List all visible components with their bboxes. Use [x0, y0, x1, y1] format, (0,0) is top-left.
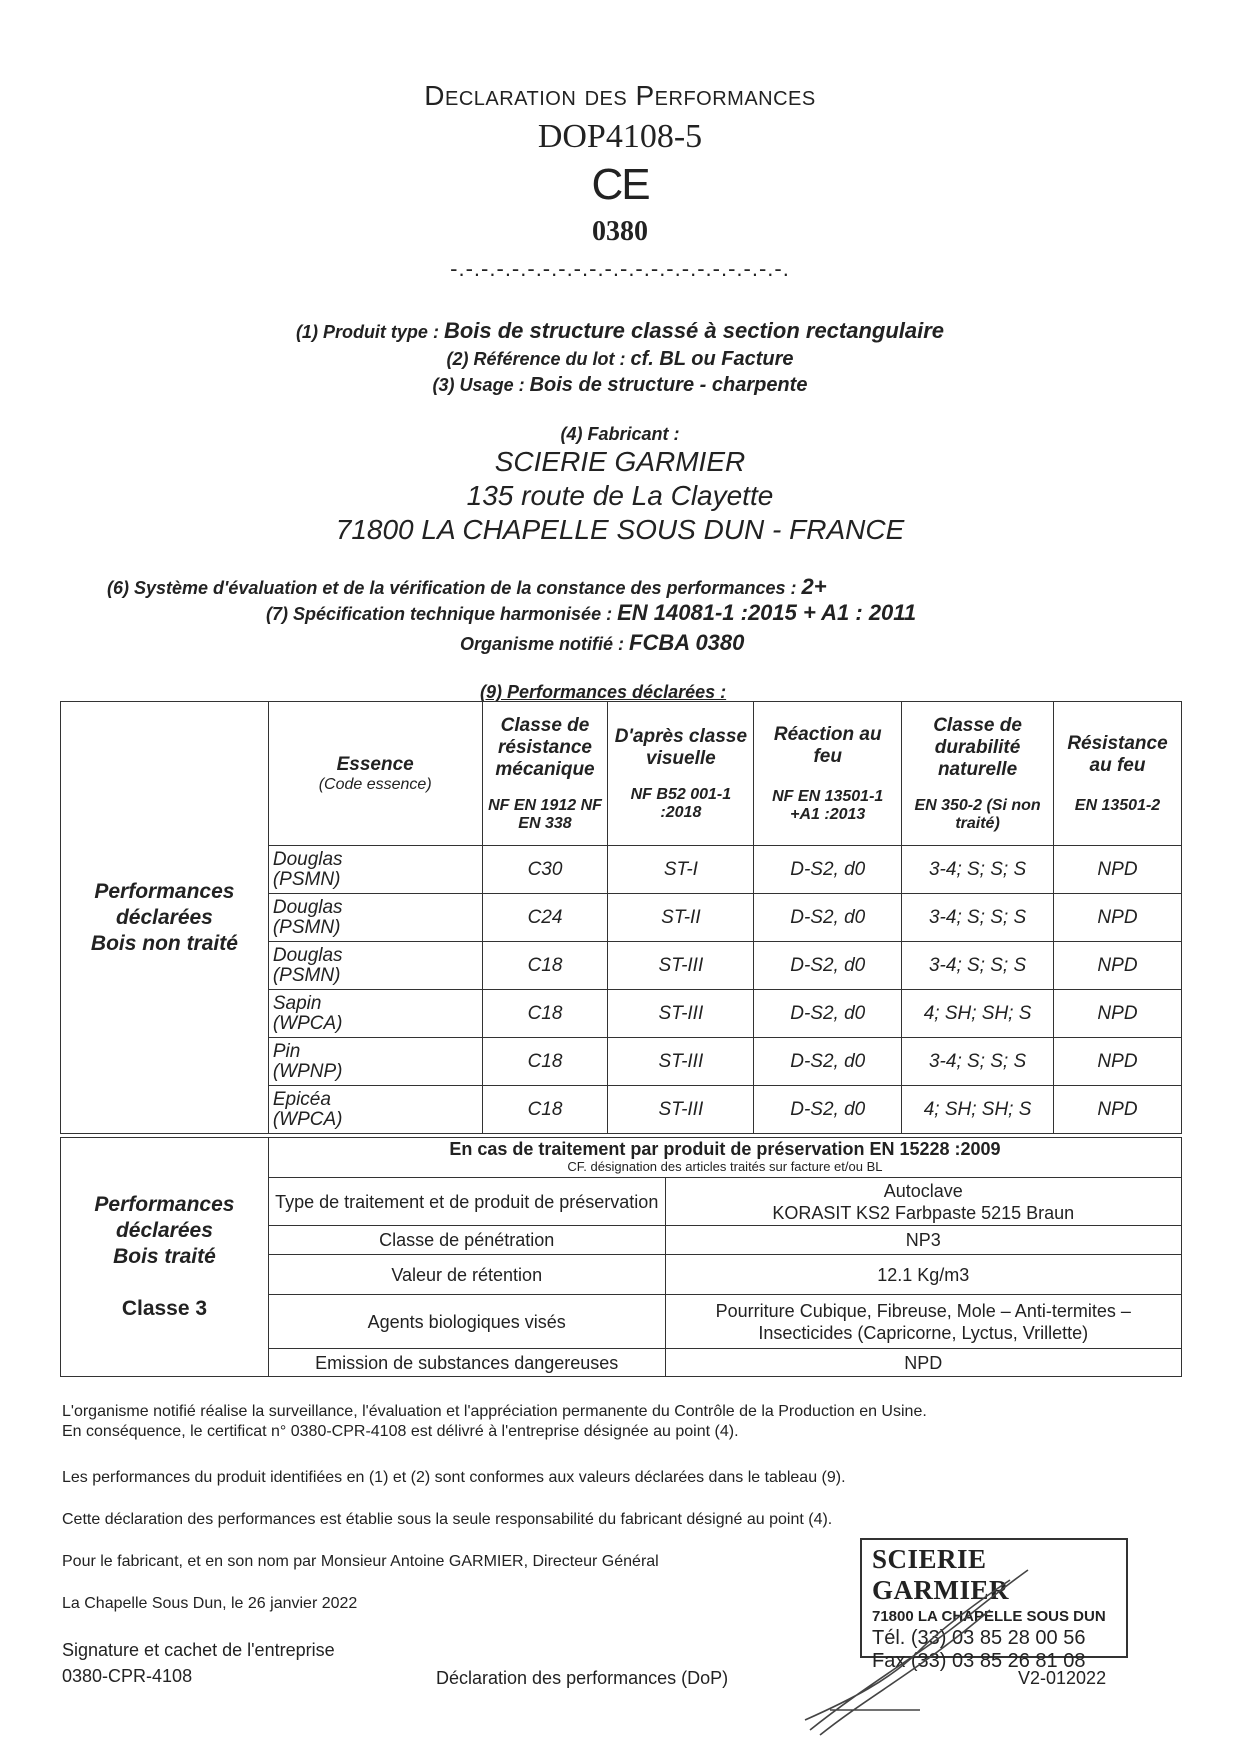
- cell-dura: 3-4; S; S; S: [902, 942, 1054, 990]
- cell-dura: 3-4; S; S; S: [902, 894, 1054, 942]
- col-essence-sub: (Code essence): [318, 775, 432, 793]
- cell-resist: NPD: [1053, 990, 1181, 1038]
- usage-label: (3) Usage :: [432, 375, 525, 395]
- cell-meca: C18: [482, 1038, 608, 1086]
- group-untreated-line-1: Performances: [94, 879, 235, 903]
- group-untreated-line-2: déclarées: [115, 905, 213, 929]
- cell-essence: [268, 1038, 482, 1086]
- biological-agents-value: Pourriture Cubique, Fibreuse, Mole – Anti-termites – Insecticides (Capricorne, Lyctus, Vrillette): [665, 1295, 1181, 1349]
- performance-table: [60, 701, 1182, 1134]
- col-feu: [754, 702, 902, 846]
- col-meca-sub: NF EN 1912 NF EN 338: [488, 796, 602, 832]
- manufacturer-address-2: 71800 LA CHAPELLE SOUS DUN - FRANCE: [335, 514, 905, 545]
- emission-value: NPD: [665, 1349, 1181, 1377]
- notified-body-line: [460, 630, 744, 656]
- col-feu-sub: NF EN 13501-1 +A1 :2013: [772, 787, 884, 823]
- manufacturer-address-1: 135 route de La Clayette: [466, 480, 774, 511]
- cell-meca: C18: [482, 1086, 608, 1134]
- essence-code: (PSMN): [272, 964, 341, 986]
- cell-feu: D-S2, d0: [754, 1038, 902, 1086]
- separator: -.-.-.-.-.-.-.-.-.-.-.-.-.-.-.-.-.-.-.-.-.-.: [450, 256, 790, 281]
- performances-caption: (9) Performances déclarées :: [480, 682, 727, 702]
- treatment-heading-title: En cas de traitement par produit de préservation EN 15228 :2009: [449, 1138, 1001, 1159]
- essence-code: (WPCA): [272, 1012, 343, 1034]
- cell-visu: ST-III: [608, 1086, 754, 1134]
- evaluation-system-value: 2+: [801, 574, 827, 599]
- group-untreated: [61, 702, 269, 1134]
- cell-resist: NPD: [1053, 846, 1181, 894]
- group-treated-line-2: déclarées: [115, 1219, 213, 1242]
- col-essence: [268, 702, 482, 846]
- table-header-row: [61, 702, 1182, 846]
- col-visu-title: D'après classe visuelle: [614, 725, 748, 769]
- cell-resist: NPD: [1053, 894, 1181, 942]
- penetration-class-value: NP3: [665, 1226, 1181, 1255]
- stamp-tel: Tél. (33) 03 85 28 00 56: [872, 1627, 1086, 1649]
- col-visu-sub: NF B52 001-1 :2018: [630, 785, 732, 821]
- cell-meca: C18: [482, 942, 608, 990]
- cell-resist: NPD: [1053, 1038, 1181, 1086]
- notified-body-value: FCBA 0380: [629, 630, 745, 655]
- footer-paragraph-4: Pour le fabricant, et en son nom par Monsieur Antoine GARMIER, Directeur Général: [62, 1553, 659, 1570]
- col-resist-sub: EN 13501-2: [1074, 796, 1161, 814]
- essence-name: Epicéa: [272, 1088, 331, 1110]
- cell-essence: [268, 942, 482, 990]
- col-meca-title: Classe de résistance mécanique: [495, 714, 595, 780]
- footer-place-date: La Chapelle Sous Dun, le 26 janvier 2022: [62, 1595, 358, 1612]
- treatment-heading: [268, 1138, 1181, 1178]
- signature-icon: [800, 1560, 1040, 1745]
- cell-essence: [268, 990, 482, 1038]
- treatment-heading-sub: CF. désignation des articles traités sur facture et/ou BL: [567, 1158, 883, 1174]
- evaluation-system-label: (6) Système d'évaluation et de la vérification de la constance des performances :: [107, 578, 797, 598]
- technical-spec-value: EN 14081-1 :2015 + A1 : 2011: [617, 600, 917, 625]
- essence-code: (PSMN): [272, 868, 341, 890]
- group-treated-line-1: Performances: [94, 1193, 235, 1216]
- cell-meca: C24: [482, 894, 608, 942]
- treatment-table: [60, 1137, 1182, 1377]
- technical-spec-label: (7) Spécification technique harmonisée :: [266, 604, 613, 624]
- col-dura-sub: EN 350-2 (Si non traité): [914, 796, 1041, 832]
- cell-visu: ST-I: [608, 846, 754, 894]
- retention-value: 12.1 Kg/m3: [665, 1255, 1181, 1295]
- cell-dura: 4; SH; SH; S: [902, 1086, 1054, 1134]
- essence-name: Sapin: [272, 992, 322, 1014]
- footer-p1-line-2: En conséquence, le certificat n° 0380-CPR-4108 est délivré à l'entreprise désignée au point (4).: [62, 1423, 739, 1440]
- footer-paragraph-3: Cette déclaration des performances est établie sous la seule responsabilité du fabricant désigné au point (4).: [62, 1511, 833, 1528]
- essence-code: (WPCA): [272, 1108, 343, 1130]
- ce-mark-icon: CE: [591, 160, 649, 209]
- retention-label: Valeur de rétention: [268, 1255, 665, 1295]
- usage-value: Bois de structure - charpente: [529, 374, 808, 396]
- col-resist: [1053, 702, 1181, 846]
- col-feu-title: Réaction au feu: [773, 723, 882, 767]
- essence-code: (WPNP): [272, 1060, 343, 1082]
- document-title: Declaration des Performances: [424, 80, 816, 111]
- biological-agents-label: Agents biologiques visés: [268, 1295, 665, 1349]
- essence-name: Douglas: [272, 896, 343, 918]
- product-type-value: Bois de structure classé à section rectangulaire: [443, 318, 945, 343]
- essence-name: Pin: [272, 1040, 301, 1062]
- essence-name: Douglas: [272, 848, 343, 870]
- cell-dura: 3-4; S; S; S: [902, 846, 1054, 894]
- col-dura-title: Classe de durabilité naturelle: [933, 714, 1022, 780]
- col-visu: [608, 702, 754, 846]
- cell-visu: ST-II: [608, 894, 754, 942]
- col-essence-title: Essence: [336, 753, 414, 775]
- cell-feu: D-S2, d0: [754, 990, 902, 1038]
- treatment-type-value: Autoclave KORASIT KS2 Farbpaste 5215 Braun: [665, 1178, 1181, 1226]
- penetration-class-label: Classe de pénétration: [268, 1226, 665, 1255]
- lot-reference-line: [0, 348, 1240, 371]
- footer-paragraph-1: [62, 1402, 927, 1442]
- cell-dura: 4; SH; SH; S: [902, 990, 1054, 1038]
- lot-reference-label: (2) Référence du lot :: [446, 349, 626, 369]
- cell-feu: D-S2, d0: [754, 942, 902, 990]
- cell-visu: ST-III: [608, 942, 754, 990]
- col-meca: [482, 702, 608, 846]
- footer-signature-label: Signature et cachet de l'entreprise: [62, 1640, 335, 1660]
- stamp-fax: Fax (33) 03 85 26 81 08: [872, 1650, 1086, 1672]
- technical-spec-line: [266, 600, 916, 626]
- product-type-line: [0, 318, 1240, 344]
- cell-visu: ST-III: [608, 990, 754, 1038]
- cell-essence: [268, 894, 482, 942]
- dop-number: DOP4108-5: [537, 118, 703, 155]
- essence-code: (PSMN): [272, 916, 341, 938]
- cell-dura: 3-4; S; S; S: [902, 1038, 1054, 1086]
- evaluation-system-line: [107, 574, 827, 600]
- cell-visu: ST-III: [608, 1038, 754, 1086]
- stamp-name: SCIERIE GARMIER: [872, 1544, 1009, 1605]
- footer-version: V2-012022: [1018, 1668, 1107, 1688]
- footer-p1-line-1: L'organisme notifié réalise la surveillance, l'évaluation et l'appréciation permanente du Contrôle de la Production en Usine.: [62, 1403, 927, 1420]
- lot-reference-value: cf. BL ou Facture: [630, 348, 794, 370]
- cell-essence: [268, 1086, 482, 1134]
- emission-label: Emission de substances dangereuses: [268, 1349, 665, 1377]
- stamp-city: 71800 LA CHAPELLE SOUS DUN: [872, 1608, 1106, 1625]
- treatment-heading-row: [61, 1138, 1182, 1178]
- footer-paragraph-2: Les performances du produit identifiées en (1) et (2) sont conformes aux valeurs déclarées dans le tableau (9).: [62, 1469, 846, 1486]
- group-untreated-line-3: Bois non traité: [90, 931, 238, 955]
- cell-feu: D-S2, d0: [754, 846, 902, 894]
- essence-name: Douglas: [272, 944, 343, 966]
- cell-feu: D-S2, d0: [754, 1086, 902, 1134]
- treatment-class: Classe 3: [121, 1297, 208, 1320]
- footer-cert-number: 0380-CPR-4108: [62, 1666, 193, 1686]
- notified-body-number: 0380: [592, 216, 648, 247]
- group-treated: [61, 1138, 269, 1377]
- footer-doc-name: Déclaration des performances (DoP): [436, 1668, 729, 1688]
- manufacturer-name: SCIERIE GARMIER: [494, 446, 746, 477]
- col-resist-title: Résistance au feu: [1067, 732, 1168, 776]
- product-type-label: (1) Produit type :: [295, 322, 439, 342]
- usage-line: [0, 374, 1240, 397]
- manufacturer-label: (4) Fabricant :: [560, 424, 680, 444]
- treatment-type-label: Type de traitement et de produit de préservation: [268, 1178, 665, 1226]
- cell-meca: C30: [482, 846, 608, 894]
- col-dura: [902, 702, 1054, 846]
- group-treated-line-3: Bois traité: [113, 1245, 216, 1268]
- cell-resist: NPD: [1053, 942, 1181, 990]
- cell-feu: D-S2, d0: [754, 894, 902, 942]
- cell-resist: NPD: [1053, 1086, 1181, 1134]
- cell-meca: C18: [482, 990, 608, 1038]
- cell-essence: [268, 846, 482, 894]
- notified-body-label: Organisme notifié :: [460, 634, 625, 654]
